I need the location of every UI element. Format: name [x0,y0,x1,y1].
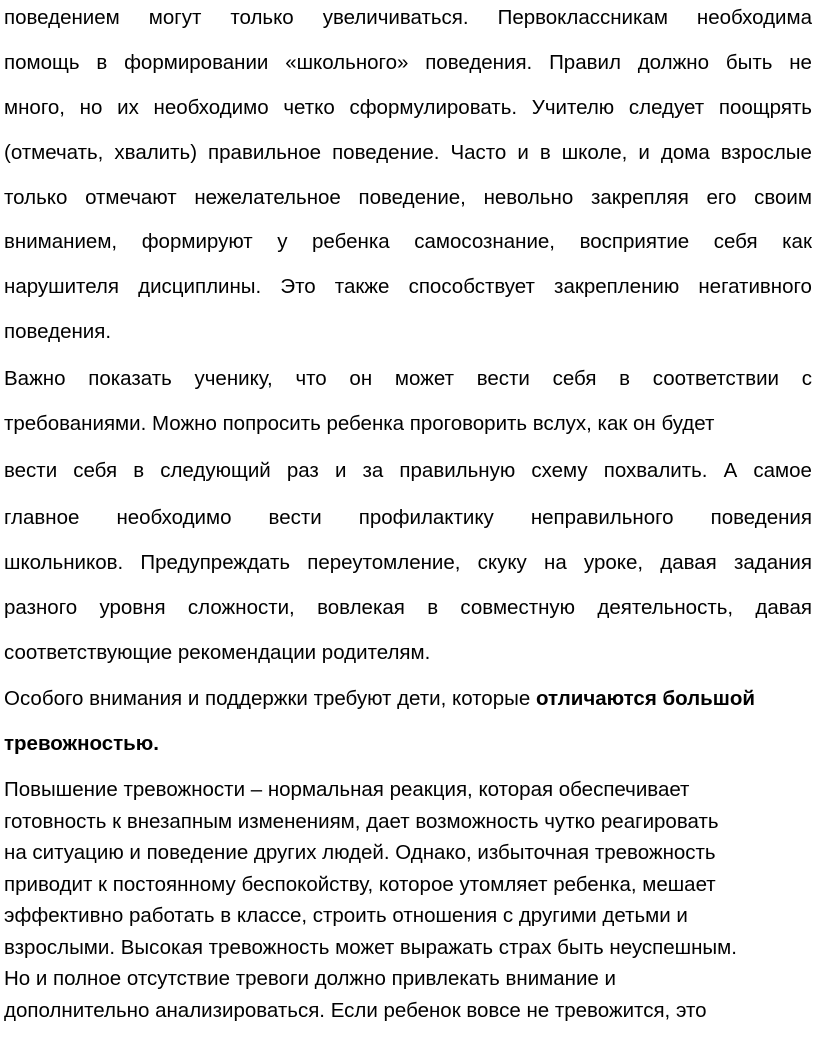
paragraph-anxiety-details [4,774,812,1026]
text-line: поведения. [4,320,112,344]
text-line: поведением могут только увеличиваться. Первоклассникам необходима [4,6,812,29]
text-line: нарушителя дисциплины. Это также способствует закреплению негативного [4,275,812,299]
text-line: школьников. Предупреждать переутомление, скуку на уроке, давая задания [4,551,812,574]
paragraph-anxiety-intro [4,676,812,766]
text-line: готовность к внезапным изменениям, дает возможность чутко реагировать [4,809,719,833]
text-line: взрослыми. Высокая тревожность может выражать страх быть неуспешным. [4,935,737,959]
text-line: на ситуацию и поведение других людей. Однако, избыточная тревожность [4,841,716,864]
text-line: Повышение тревожности – нормальная реакция, которая обеспечивает [4,778,690,801]
text-line: разного уровня сложности, вовлекая в совместную деятельность, давая [4,596,812,619]
text-line: требованиями. Можно попросить ребенка проговорить вслух, как он будет [4,412,715,435]
text-line: приводит к постоянному беспокойству, которое утомляет ребенка, мешает [4,872,716,896]
text-line [4,722,812,766]
text-line [4,676,812,722]
bold-text: тревожностью. [4,732,159,755]
text-line: Но и полное отсутствие тревоги должно привлекать внимание и [4,967,616,990]
text-line: вниманием, формируют у ребенка самосознание, восприятие себя как [4,230,812,254]
text-line: (отмечать, хвалить) правильное поведение. Часто и в школе, и дома взрослые [4,140,812,164]
paragraph-behavior [4,0,812,355]
text-line: много, но их необходимо четко сформулировать. Учителю следует поощрять [4,95,812,119]
text-line: помощь в формировании «школьного» поведения. Правил должно быть не [4,50,812,74]
text-line: Важно показать ученику, что он может вести себя в соответствии с [4,367,812,390]
text-line: эффективно работать в классе, строить отношения с другими детьми и [4,904,688,927]
text-line: только отмечают нежелательное поведение, невольно закрепляя его своим [4,185,812,209]
bold-text: отличаются большой [535,687,755,710]
text-line: главное необходимо вести профилактику неправильного поведения [4,506,812,529]
paragraph-prevention [4,357,812,675]
text-line: дополнительно анализироваться. Если ребенок вовсе не тревожится, это [4,998,707,1022]
text-line: соответствующие рекомендации родителям. [4,641,431,664]
text-line: вести себя в следующий раз и за правильную схему похвалить. А самое [4,459,812,482]
plain-text: Особого внимания и поддержки требуют дети, которые [4,687,536,710]
